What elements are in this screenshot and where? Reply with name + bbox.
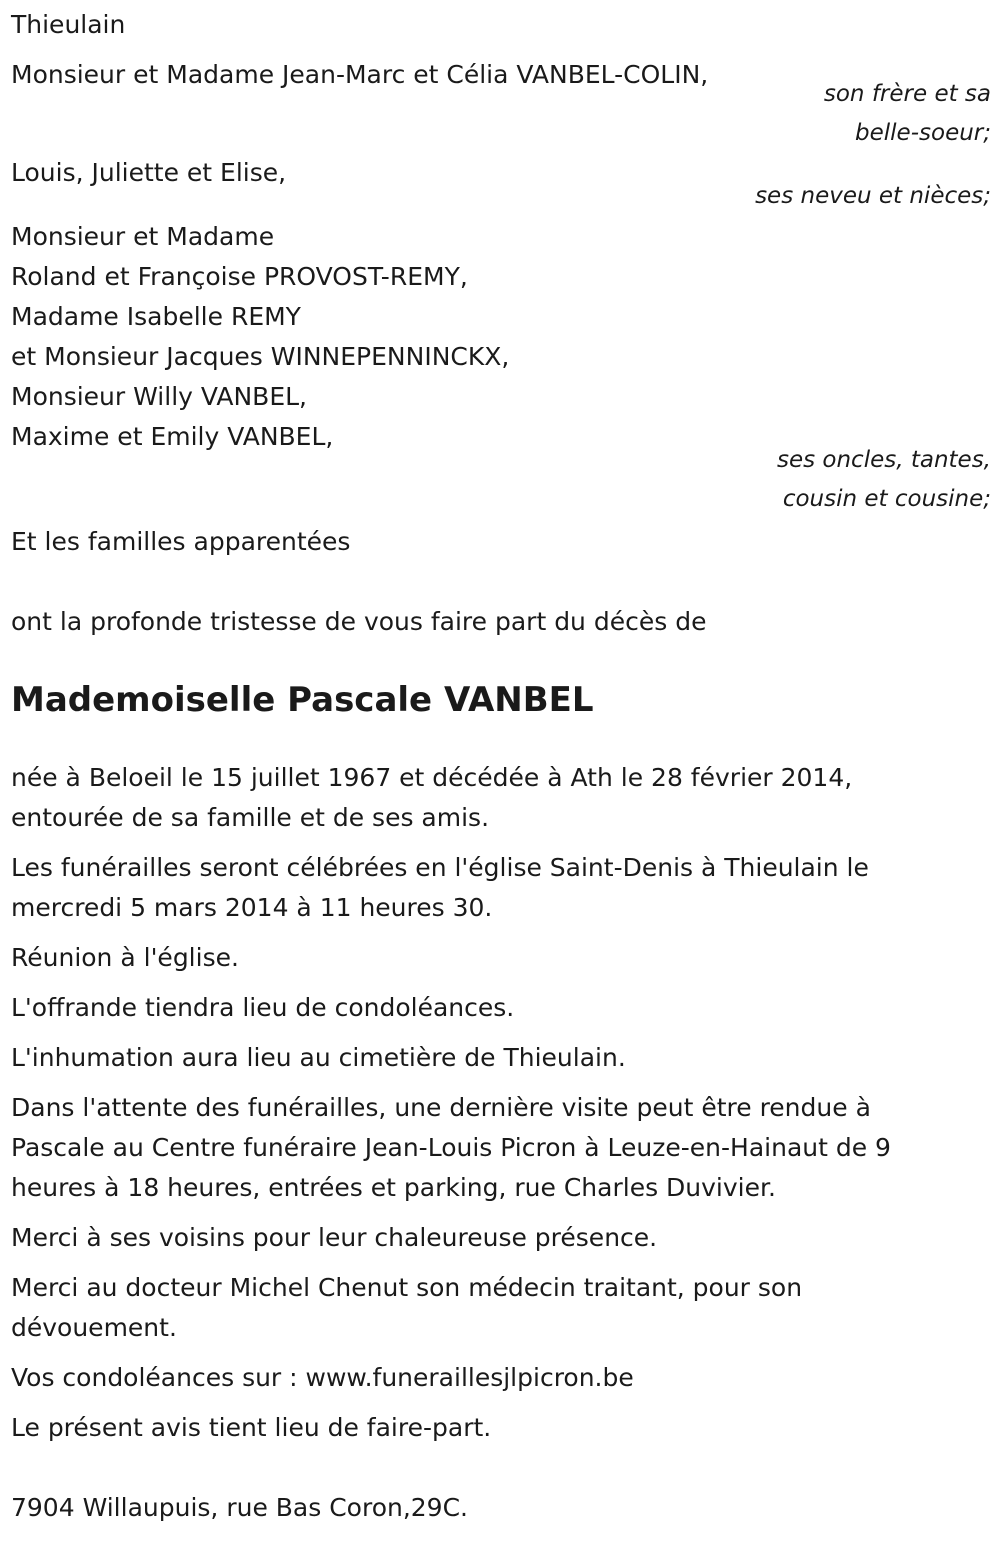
family-group-nephews: [11, 153, 991, 216]
notice-paragraph: Le présent avis tient lieu de faire-part.: [11, 1413, 492, 1442]
family-line: Monsieur et Madame: [11, 222, 275, 251]
paragraph-line: Merci au docteur Michel Chenut son médecin traitant, pour son: [11, 1273, 803, 1302]
paragraph-line: mercredi 5 mars 2014 à 11 heures 30.: [11, 893, 493, 922]
family-line: Madame Isabelle REMY: [11, 302, 301, 331]
notice-body: [11, 758, 991, 1448]
thanks-neighbors-paragraph: Merci à ses voisins pour leur chaleureuse présence.: [11, 1223, 658, 1252]
condolences-paragraph: Vos condoléances sur : www.funeraillesjlpicron.be: [11, 1363, 634, 1392]
family-line: Monsieur et Madame Jean-Marc et Célia VANBEL-COLIN,: [11, 60, 709, 89]
paragraph-line: Pascale au Centre funéraire Jean-Louis Picron à Leuze-en-Hainaut de 9: [11, 1133, 891, 1162]
birth-death-paragraph: [11, 758, 991, 838]
burial-paragraph: L'inhumation aura lieu au cimetière de Thieulain.: [11, 1043, 626, 1072]
paragraph-line: Les funérailles seront célébrées en l'église Saint-Denis à Thieulain le: [11, 853, 869, 882]
thanks-doctor-paragraph: [11, 1268, 991, 1348]
paragraph-line: entourée de sa famille et de ses amis.: [11, 803, 490, 832]
family-line: Roland et Françoise PROVOST-REMY,: [11, 262, 468, 291]
relation-line: belle-soeur;: [855, 120, 991, 146]
family-line: Louis, Juliette et Elise,: [11, 158, 287, 187]
paragraph-line: heures à 18 heures, entrées et parking, rue Charles Duvivier.: [11, 1173, 776, 1202]
relation-line: ses neveu et nièces;: [755, 183, 991, 209]
paragraph-line: Dans l'attente des funérailles, une dernière visite peut être rendue à: [11, 1093, 871, 1122]
relation-line: ses oncles, tantes,: [776, 447, 991, 473]
obituary-notice: [11, 5, 991, 1528]
family-group-uncles: [11, 217, 991, 519]
visit-paragraph: [11, 1088, 991, 1208]
announcement: ont la profonde tristesse de vous faire part du décès de: [11, 607, 707, 636]
funeral-paragraph: [11, 848, 991, 928]
family-group-brother: [11, 55, 991, 153]
family-line: Maxime et Emily VANBEL,: [11, 422, 334, 451]
town-heading: Thieulain: [11, 10, 126, 39]
offering-paragraph: L'offrande tiendra lieu de condoléances.: [11, 993, 515, 1022]
reunion-paragraph: Réunion à l'église.: [11, 943, 239, 972]
family-line: Monsieur Willy VANBEL,: [11, 382, 308, 411]
address: 7904 Willaupuis, rue Bas Coron,29C.: [11, 1493, 468, 1522]
relation-line: cousin et cousine;: [782, 486, 991, 512]
paragraph-line: née à Beloeil le 15 juillet 1967 et décédée à Ath le 28 février 2014,: [11, 763, 853, 792]
family-line: et Monsieur Jacques WINNEPENNINCKX,: [11, 342, 510, 371]
family-closing: Et les familles apparentées: [11, 527, 351, 556]
deceased-name: Mademoiselle Pascale VANBEL: [11, 680, 594, 720]
relation-line: son frère et sa: [823, 81, 991, 107]
paragraph-line: dévouement.: [11, 1313, 177, 1342]
